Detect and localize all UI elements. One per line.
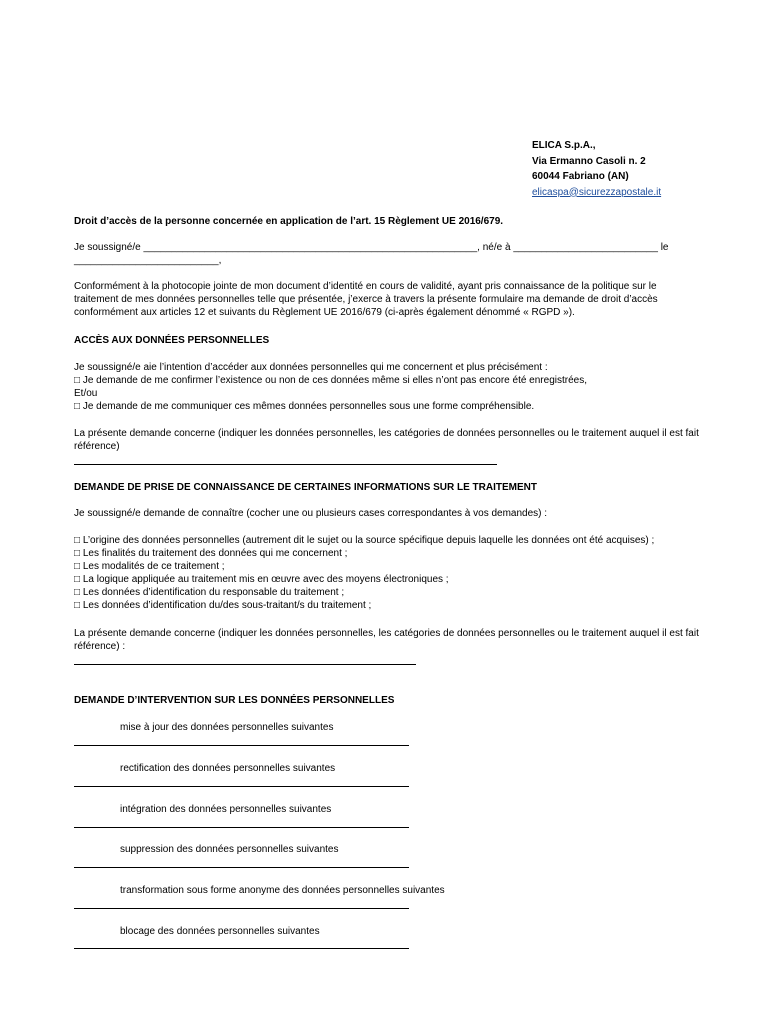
access-note: La présente demande concerne (indiquer les données personnelles, les catégories de données personnelles ou le traitement auquel il est fait référence): [74, 428, 699, 452]
access-option-communicate[interactable]: □ Je demande de me communiquer ces mêmes données personnelles sous une forme compréhensible.: [74, 401, 535, 412]
info-item-origin[interactable]: □ L’origine des données personnelles (autrement dit le sujet ou la source spécifique depuis laquelle les données ont été acquises) ;: [74, 535, 655, 546]
identity-line-2: __________________________,: [74, 255, 222, 266]
recipient-city: 60044 Fabriano (AN): [532, 171, 629, 182]
intervention-item-blocking: blocage des données personnelles suivantes: [120, 926, 320, 937]
info-item-purposes[interactable]: □ Les finalités du traitement des données qui me concernent ;: [74, 548, 348, 559]
access-answer-line[interactable]: [74, 464, 497, 465]
info-lead: Je soussigné/e demande de connaître (cocher une ou plusieurs cases correspondantes à vos demandes) :: [74, 508, 548, 519]
document-title: Droit d’accès de la personne concernée en application de l’art. 15 Règlement UE 2016/679.: [74, 216, 504, 227]
intervention-line-integration[interactable]: [74, 827, 409, 828]
info-item-modalities[interactable]: □ Les modalités de ce traitement ;: [74, 561, 225, 572]
info-item-logic[interactable]: □ La logique appliquée au traitement mis en œuvre avec des moyens électroniques ;: [74, 574, 449, 585]
info-checklist: [74, 534, 654, 612]
intervention-line-update[interactable]: [74, 745, 409, 746]
intervention-line-anonymization[interactable]: [74, 908, 409, 909]
recipient-name: ELICA S.p.A.,: [532, 140, 596, 151]
recipient-address: [532, 138, 661, 200]
recipient-street: Via Ermanno Casoli n. 2: [532, 155, 646, 167]
intervention-heading: DEMANDE D’INTERVENTION SUR LES DONNÉES PERSONNELLES: [74, 695, 395, 706]
info-heading: DEMANDE DE PRISE DE CONNAISSANCE DE CERTAINES INFORMATIONS SUR LE TRAITEMENT: [74, 482, 537, 493]
access-connector: Et/ou: [74, 388, 98, 399]
intervention-item-anonymization: transformation sous forme anonyme des données personnelles suivantes: [120, 885, 445, 896]
intervention-item-rectification: rectification des données personnelles suivantes: [120, 763, 336, 774]
access-heading: ACCÈS AUX DONNÉES PERSONNELLES: [74, 335, 270, 346]
intervention-item-update: mise à jour des données personnelles suivantes: [120, 722, 334, 733]
identity-line-1: Je soussigné/e ____________________________________________________________, né/e à __________________________ le: [74, 242, 669, 253]
info-answer-line[interactable]: [74, 664, 416, 665]
info-item-processors[interactable]: □ Les données d’identification du/des sous-traitant/s du traitement ;: [74, 600, 372, 611]
intervention-line-deletion[interactable]: [74, 867, 409, 868]
intervention-item-deletion: suppression des données personnelles suivantes: [120, 844, 339, 855]
intro-paragraph: Conformément à la photocopie jointe de mon document d’identité en cours de validité, ayant pris connaissance de la politique sur le traitement de mes données personnelles telle que présentée, j’exerce à travers la présente formulaire ma demande de droit d’accès conformément aux articles 12 et suivants du Règlement UE 2016/679 (ci-après également dénommé « RGPD »).: [74, 281, 658, 318]
intervention-line-blocking[interactable]: [74, 948, 409, 949]
info-note: La présente demande concerne (indiquer les données personnelles, les catégories de données personnelles ou le traitement auquel il est fait référence) :: [74, 628, 699, 652]
intervention-item-integration: intégration des données personnelles suivantes: [120, 804, 332, 815]
recipient-email-link[interactable]: elicaspa@sicurezzapostale.it: [532, 186, 662, 198]
access-option-confirm[interactable]: □ Je demande de me confirmer l’existence ou non de ces données même si elles n’ont pas encore été enregistrées,: [74, 375, 587, 386]
info-item-controller[interactable]: □ Les données d’identification du responsable du traitement ;: [74, 587, 345, 598]
intervention-line-rectification[interactable]: [74, 786, 409, 787]
access-lead: Je soussigné/e aie l’intention d’accéder aux données personnelles qui me concernent et plus précisément :: [74, 362, 548, 373]
